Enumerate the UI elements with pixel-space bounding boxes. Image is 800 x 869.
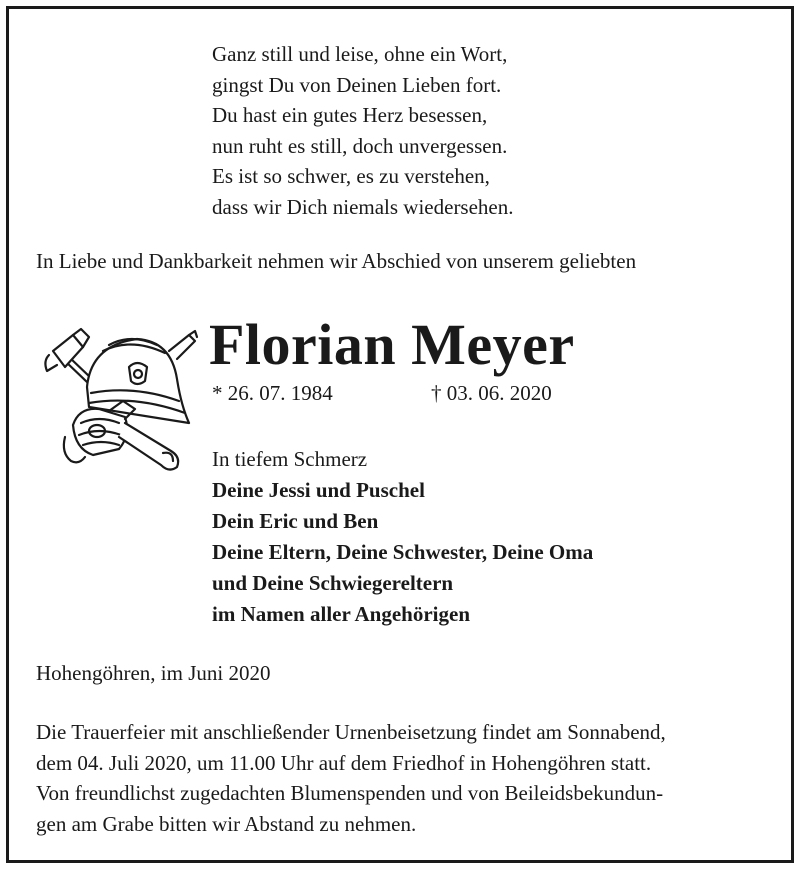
mourner-line: im Namen aller Angehörigen — [212, 602, 471, 626]
poem-line: gingst Du von Deinen Lieben fort. — [212, 72, 502, 97]
memorial-poem — [212, 39, 514, 222]
ceremony-line: gen am Grabe bitten wir Abstand zu nehmen. — [36, 811, 417, 836]
obituary-notice — [6, 6, 794, 863]
ceremony-line: Von freundlichst zugedachten Blumenspenden und von Beileidsbekundun- — [36, 781, 664, 805]
mourner-line: Dein Eric und Ben — [212, 509, 379, 533]
mourner-line: und Deine Schwiegereltern — [212, 571, 454, 595]
poem-line: Ganz still und leise, ohne ein Wort, — [212, 42, 508, 66]
death-date: † 03. 06. 2020 — [431, 381, 552, 405]
poem-line: nun ruht es still, doch unvergessen. — [212, 133, 508, 158]
poem-line: dass wir Dich niemals wiedersehen. — [212, 194, 514, 219]
deceased-name: Florian Meyer — [209, 312, 575, 377]
ceremony-details — [36, 717, 666, 839]
mourner-line: Deine Jessi und Puschel — [212, 478, 425, 502]
mourner-line: Deine Eltern, Deine Schwester, Deine Oma — [212, 540, 594, 564]
mourners-block — [212, 444, 593, 630]
mourners-heading: In tiefem Schmerz — [212, 447, 368, 471]
farewell-intro: In Liebe und Dankbarkeit nehmen wir Abschied von unserem geliebten — [36, 249, 637, 273]
firefighter-helmet-axe-icon — [39, 327, 199, 477]
ceremony-line: Die Trauerfeier mit anschließender Urnenbeisetzung findet am Sonnabend, — [36, 720, 666, 744]
poem-line: Du hast ein gutes Herz besessen, — [212, 103, 488, 127]
birth-date: * 26. 07. 1984 — [212, 381, 333, 405]
poem-line: Es ist so schwer, es zu verstehen, — [212, 164, 490, 188]
ceremony-line: dem 04. Juli 2020, um 11.00 Uhr auf dem Friedhof in Hohengöhren statt. — [36, 750, 652, 775]
place-and-date: Hohengöhren, im Juni 2020 — [36, 661, 271, 685]
